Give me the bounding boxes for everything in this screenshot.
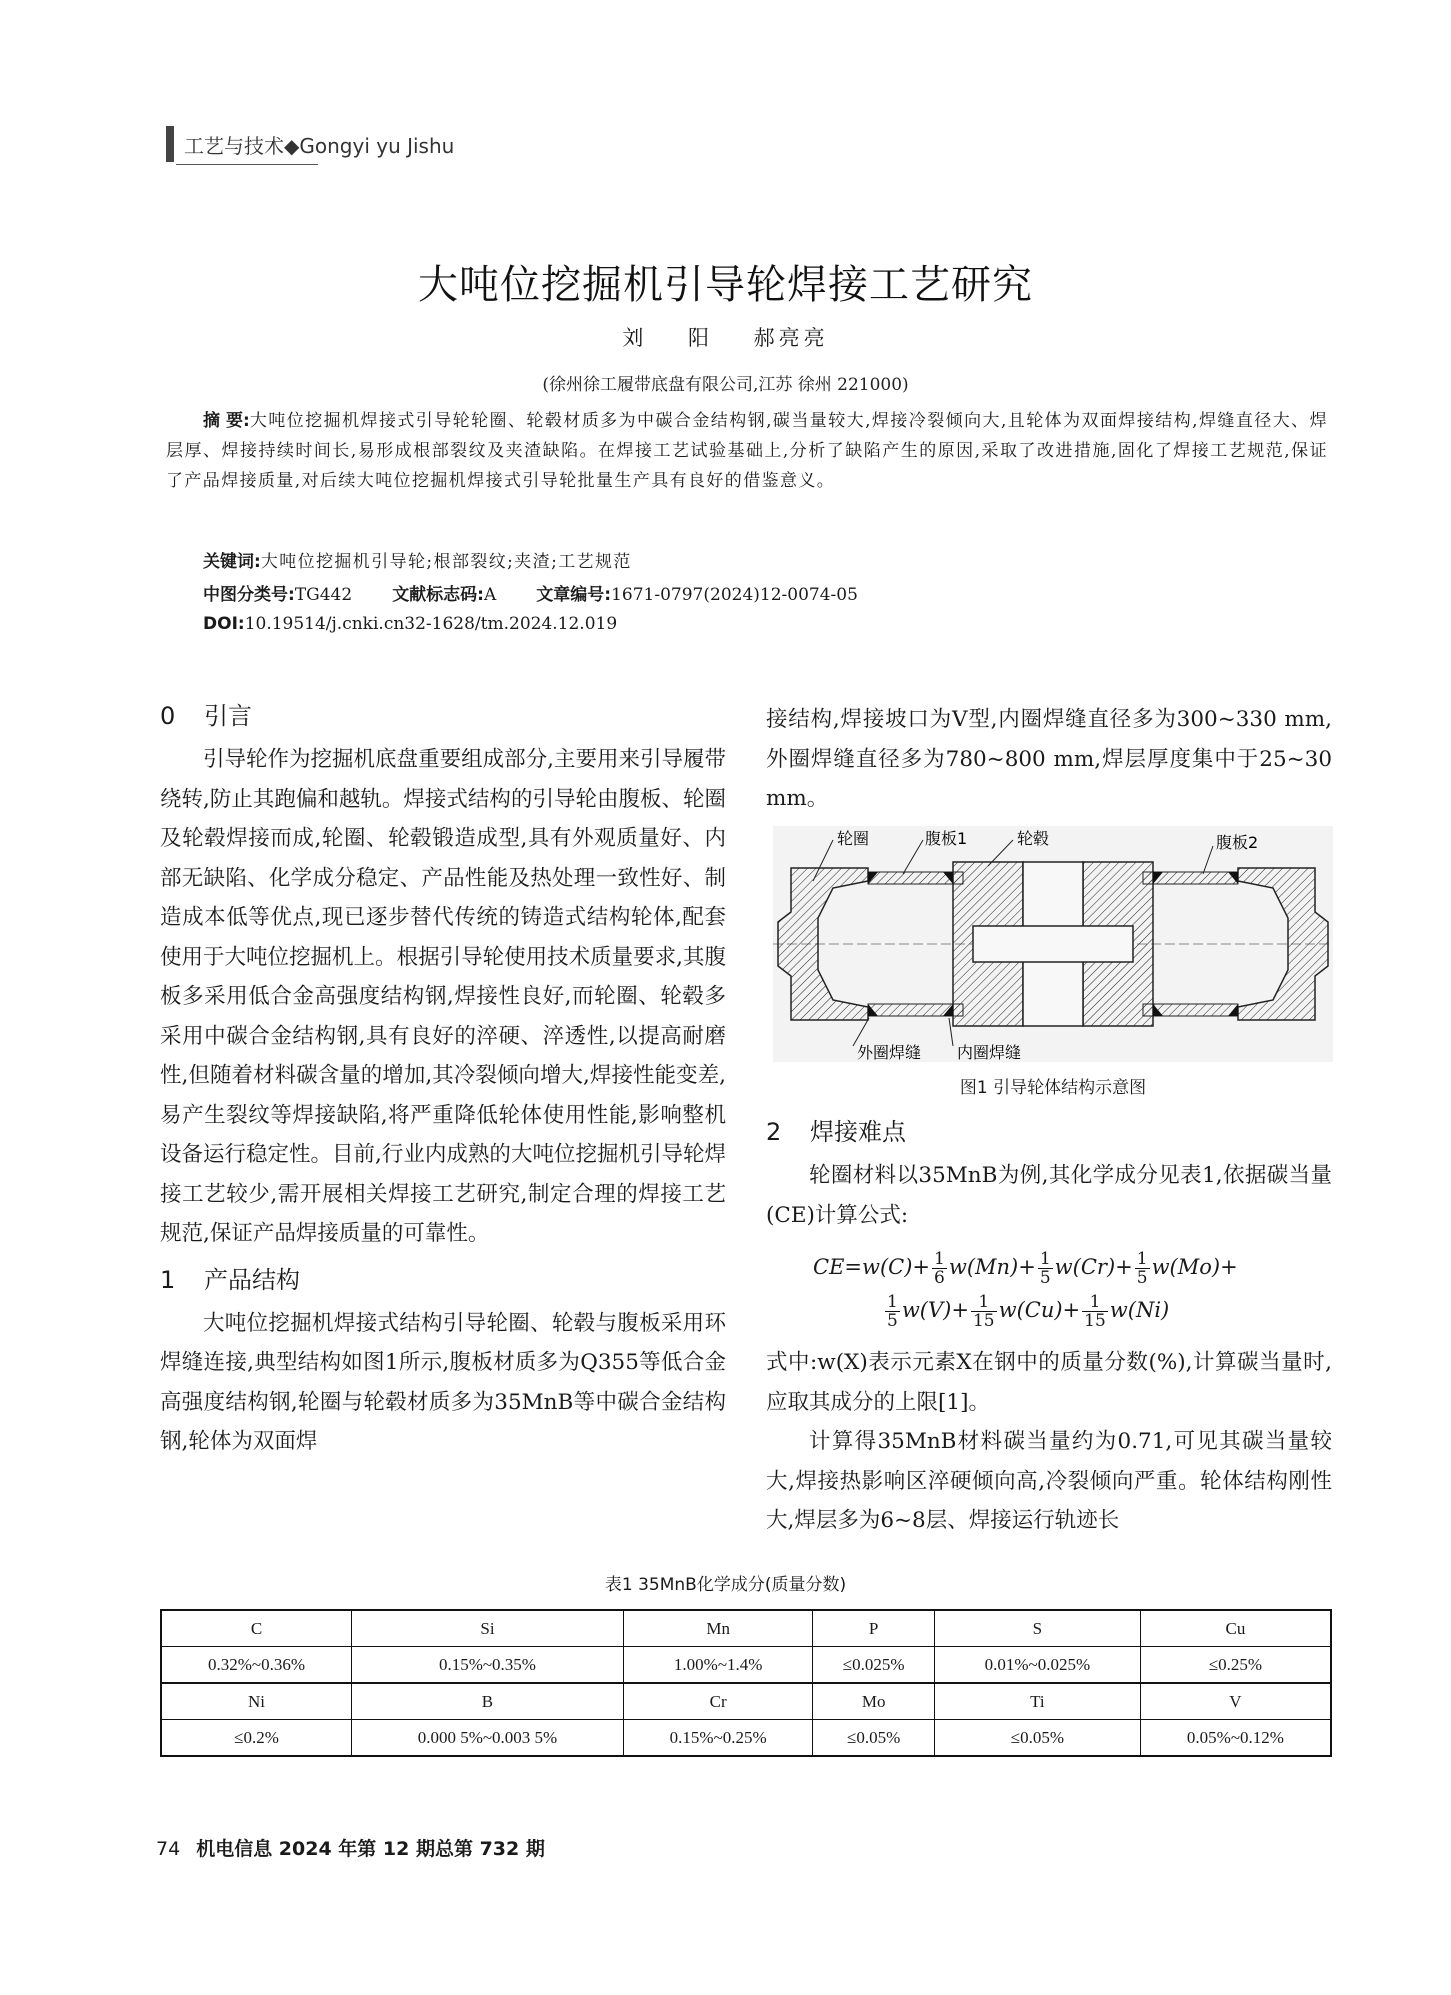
abstract-label: 摘 要: [203,411,250,431]
clc-value: TG442 [294,585,353,605]
keywords-label: 关键词: [203,552,261,572]
idler-wheel-diagram [773,826,1333,1062]
table-cell: 1.00%~1.4% [623,1647,813,1684]
header-bar [166,126,174,162]
page-footer [156,1834,545,1861]
section-1-heading: 1 产品结构 [160,1265,300,1294]
authors: 刘 阳 郝亮亮 [622,326,829,350]
figure-1-caption: 图1 引导轮体结构示意图 [959,1078,1147,1098]
table-cell: 0.15%~0.35% [352,1647,624,1684]
table-cell: 0.01%~0.025% [934,1647,1140,1684]
article-number-label: 文章编号: [536,585,612,605]
label-outer-weld: 外圈焊缝 [857,1043,922,1062]
table-cell: ≤0.05% [813,1720,934,1757]
formula-note: 式中:w(X)表示元素X在钢中的质量分数(%),计算碳当量时,应取其成分的上限[1]。 [766,1350,1332,1415]
table-1-caption: 表1 35MnB化学成分(质量分数) [604,1575,847,1595]
label-rim: 轮圈 [837,829,870,848]
table-cell: ≤0.05% [934,1720,1140,1757]
table-cell: C [161,1610,352,1647]
structure-paragraph-end: 接结构,焊接坡口为V型,内圈焊缝直径多为300~330 mm,外圈焊缝直径多为780~800 mm,焊层厚度集中于25~30 mm。 [766,707,1332,811]
hub-bore-inner [973,926,1133,962]
difficulty-paragraph-1: 轮圈材料以35MnB为例,其化学成分见表1,依据碳当量(CE)计算公式: [766,1163,1332,1228]
page-number: 74 [156,1838,181,1860]
label-web2: 腹板2 [1216,833,1259,852]
doc-code-value: A [484,585,497,605]
difficulty-paragraph-2: 计算得35MnB材料碳当量约为0.71,可见其碳当量较大,焊接热影响区淬硬倾向高,冷裂倾向严重。轮体结构刚性大,焊层多为6~8层、焊接运行轨迹长 [766,1429,1332,1533]
table-cell: ≤0.25% [1140,1647,1331,1684]
chemical-composition-table [160,1609,1332,1757]
doc-code-label: 文献标志码: [392,585,484,605]
table-cell: 0.32%~0.36% [161,1647,352,1684]
header-rule [176,164,318,165]
classification-line [203,580,858,605]
table-cell: 0.05%~0.12% [1140,1720,1331,1757]
doi-value: 10.19514/j.cnki.cn32-1628/tm.2024.12.019 [244,614,618,634]
right-column-section2 [766,1112,1332,1235]
abstract [166,406,1328,496]
journal-info: 机电信息 2024 年第 12 期总第 732 期 [196,1838,545,1860]
table-cell: Cr [623,1683,813,1720]
abstract-text: 大吨位挖掘机焊接式引导轮轮圈、轮毂材质多为中碳合金结构钢,碳当量较大,焊接冷裂倾向大,且轮体为双面焊接结构,焊缝直径大、焊层厚、焊接持续时间长,易形成根部裂纹及夹渣缺陷。在焊接工艺试验基础上,分析了缺陷产生的原因,采取了改进措施,固化了焊接工艺规范,保证了产品焊接质量,对后续大吨位挖掘机焊接式引导轮批量生产具有良好的借鉴意义。 [166,411,1328,491]
label-inner-weld: 内圈焊缝 [957,1043,1022,1062]
affiliation: (徐州徐工履带底盘有限公司,江苏 徐州 221000) [542,375,909,395]
table-row [161,1647,1331,1684]
doi-label: DOI: [203,614,245,634]
right-column-top [766,700,1332,819]
table-cell: 0.000 5%~0.003 5% [352,1720,624,1757]
table-cell: V [1140,1683,1331,1720]
table-cell: S [934,1610,1140,1647]
table-cell: B [352,1683,624,1720]
table-cell: P [813,1610,934,1647]
table-cell: ≤0.025% [813,1647,934,1684]
table-row [161,1683,1331,1720]
table-cell: Si [352,1610,624,1647]
keywords-text: 大吨位挖掘机引导轮;根部裂纹;夹渣;工艺规范 [260,552,632,572]
table-cell: Mn [623,1610,813,1647]
label-web1: 腹板1 [925,829,968,848]
table-cell: Ni [161,1683,352,1720]
table-cell: Ti [934,1683,1140,1720]
table-cell: 0.15%~0.25% [623,1720,813,1757]
table-row [161,1720,1331,1757]
header-text: 工艺与技术◆Gongyi yu Jishu [184,133,455,158]
carbon-equivalent-formula: CE=w(C)+ $\frac{1}{6}$ w(Mn)+ $\frac{1}{5}$ w(Cr)+ $\frac{1}{5}$ w(Mo)+ $\frac{1}{5}$ w(V)+ $\frac{1}{15}$ w(Cu)+ $\frac{1}{15}$ w(Ni) [813,1249,1238,1331]
table-row [161,1610,1331,1647]
left-column [160,696,726,1462]
right-column-bottom [766,1343,1332,1541]
intro-paragraph: 引导轮作为挖掘机底盘重要组成部分,主要用来引导履带绕转,防止其跑偏和越轨。焊接式结构的引导轮由腹板、轮圈及轮毂焊接而成,轮圈、轮毂锻造成型,具有外观质量好、内部无缺陷、化学成分稳定、产品性能及热处理一致性好、制造成本低等优点,现已逐步替代传统的铸造式结构轮体,配套使用于大吨位挖掘机上。根据引导轮使用技术质量要求,其腹板多采用低合金高强度结构钢,焊接性良好,而轮圈、轮毂多采用中碳合金结构钢,具有良好的淬硬、淬透性,以提高耐磨性,但随着材料碳含量的增加,其冷裂倾向增大,焊接性能变差,易产生裂纹等焊接缺陷,将严重降低轮体使用性能,影响整机设备运行稳定性。目前,行业内成熟的大吨位挖掘机引导轮焊接工艺较少,需开展相关焊接工艺研究,制定合理的焊接工艺规范,保证产品焊接质量的可靠性。 [160,747,726,1246]
section-0-heading: 0 引言 [160,702,252,730]
paper-title: 大吨位挖掘机引导轮焊接工艺研究 [418,262,1033,308]
keywords [203,547,632,572]
section-2-heading: 2 焊接难点 [766,1118,906,1146]
doi-line [203,614,617,634]
table-cell: ≤0.2% [161,1720,352,1757]
structure-paragraph-start: 大吨位挖掘机焊接式结构引导轮圈、轮毂与腹板采用环焊缝连接,典型结构如图1所示,腹板材质多为Q355等低合金高强度结构钢,轮圈与轮毂材质多为35MnB等中碳合金结构钢,轮体为双面焊 [160,1310,726,1454]
table-cell: Mo [813,1683,934,1720]
article-number-value: 1671-0797(2024)12-0074-05 [611,585,858,605]
table-cell: Cu [1140,1610,1331,1647]
clc-label: 中图分类号: [203,585,295,605]
figure-1 [773,826,1333,1062]
label-hub: 轮毂 [1017,829,1050,848]
running-header [166,126,454,162]
